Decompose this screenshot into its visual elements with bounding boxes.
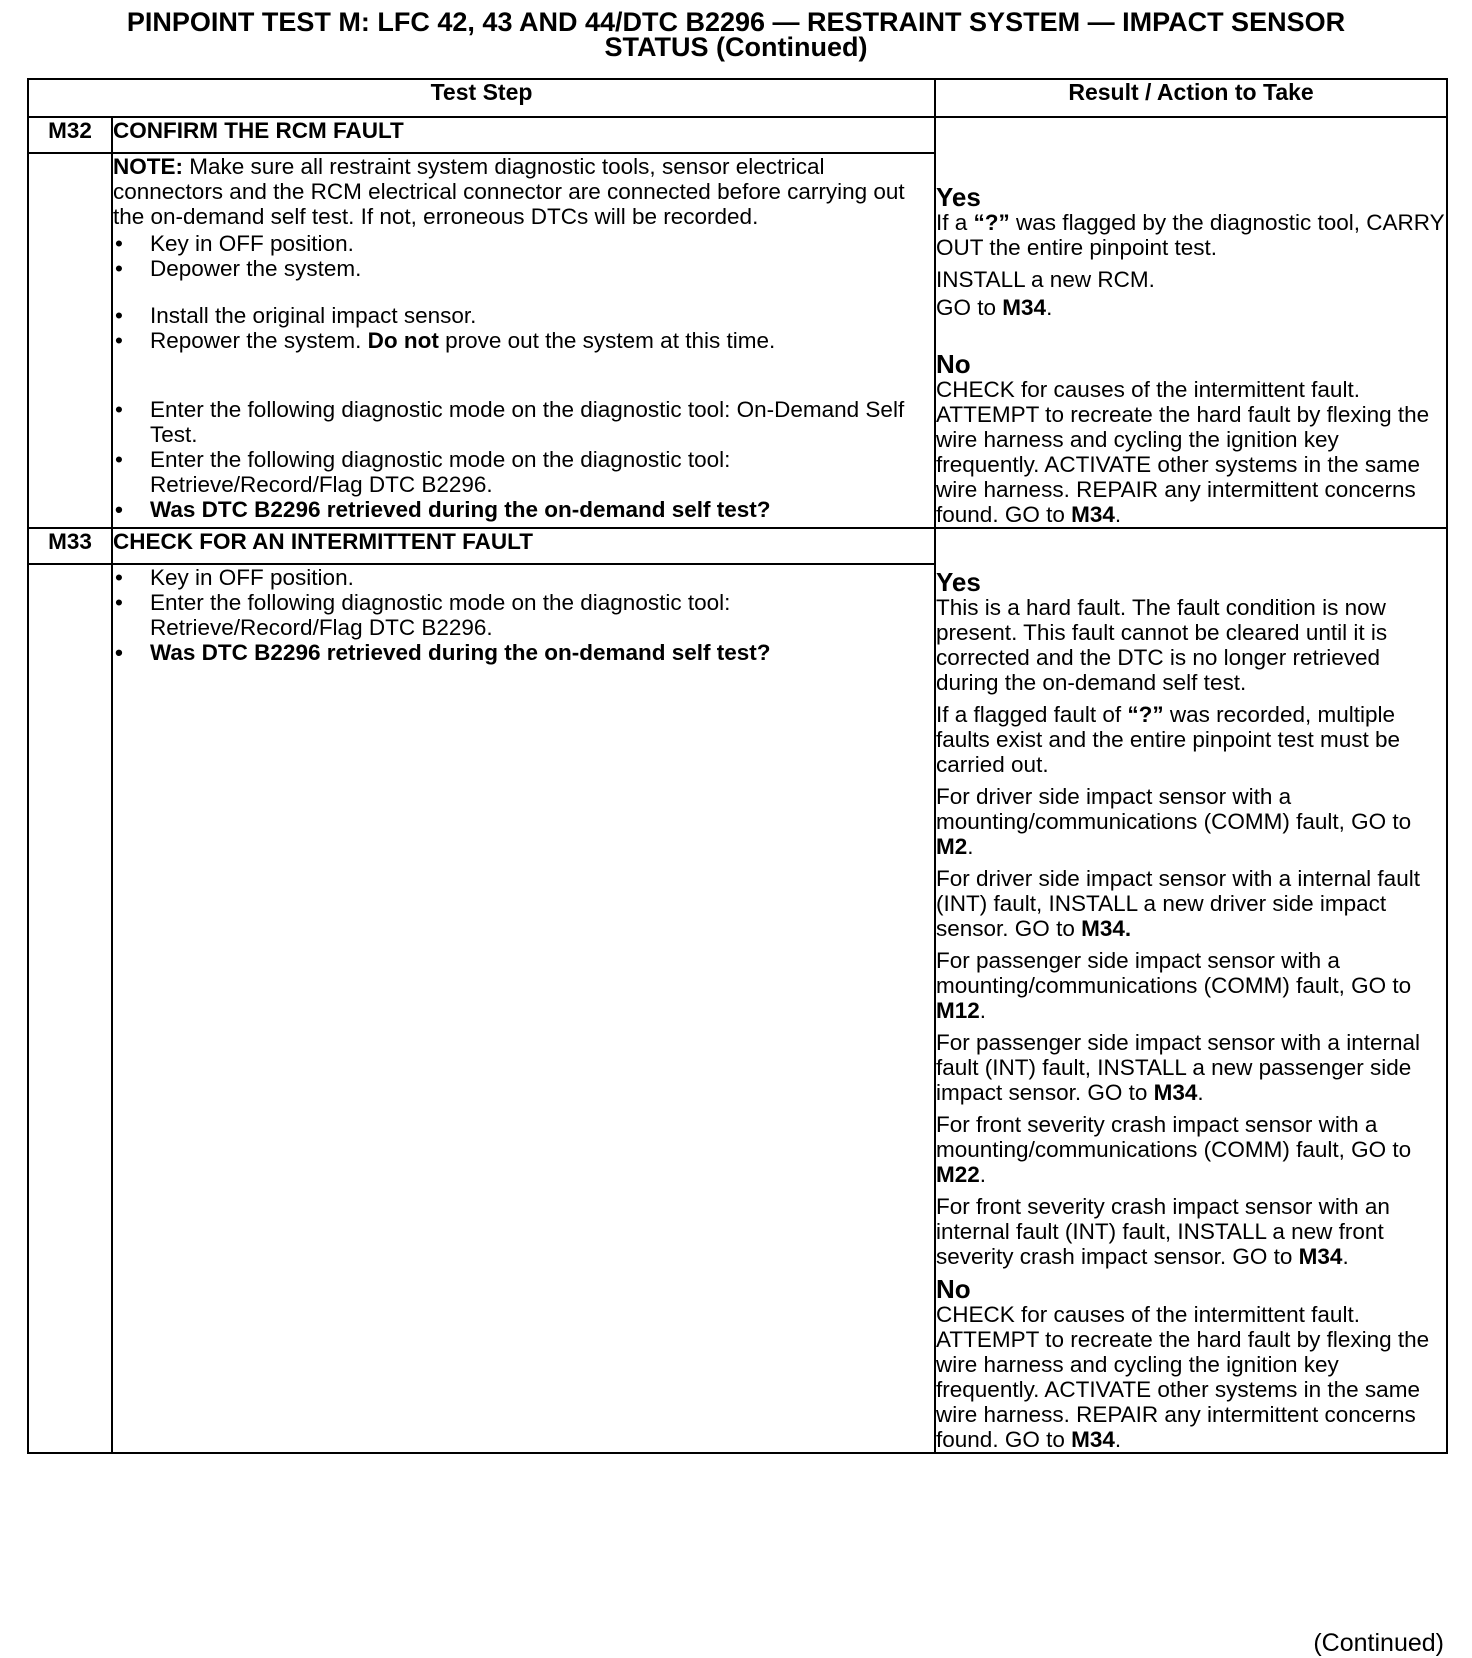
step-bullets [113,231,934,522]
list-item: • Enter the following diagnostic mode on the diagnostic tool: Retrieve/Record/Flag DTC B2296. [115,447,731,497]
result-cell-m33 [935,528,1447,1453]
step-body-m33 [112,564,935,1453]
continued-label: (Continued) [1313,1629,1444,1657]
result-paragraph: GO to M34. [936,295,1053,320]
list-item: • Key in OFF position. [115,231,354,256]
list-item: • Repower the system. Do not prove out the system at this time. [115,328,776,353]
result-paragraph: For passenger side impact sensor with a mounting/communications (COMM) fault, GO to M12. [936,948,1412,1023]
list-item: • Install the original impact sensor. [115,303,477,328]
step-bullets [113,565,934,665]
result-paragraph: CHECK for causes of the intermittent fault. ATTEMPT to recreate the hard fault by flexing the wire harness and cycling the ignition key frequently. ACTIVATE other systems in the same wire harness. REPAIR any intermittent concerns found. GO to M34. [936,1302,1430,1452]
step-title-m33: CHECK FOR AN INTERMITTENT FAULT [112,528,935,564]
result-paragraph: This is a hard fault. The fault condition is now present. This fault cannot be cleared until it is corrected and the DTC is no longer retrieved during the on-demand self test. [936,595,1388,695]
yes-label: Yes [936,567,981,597]
step-body-m32 [112,153,935,528]
list-item: • Was DTC B2296 retrieved during the on-demand self test? [115,497,771,522]
no-label: No [936,349,971,379]
test-step-header: Test Step [28,79,935,117]
note-paragraph: NOTE: Make sure all restraint system diagnostic tools, sensor electrical connectors and the RCM electrical connector are connected before carrying out the on-demand self test. If not, erroneous DTCs will be recorded. [113,154,905,229]
list-item: • Depower the system. [115,256,362,281]
step-id-m33: M33 [28,528,112,564]
page-title [0,7,1472,62]
result-paragraph: INSTALL a new RCM. [936,267,1155,292]
result-paragraph: For driver side impact sensor with a mounting/communications (COMM) fault, GO to M2. [936,784,1412,859]
pinpoint-test-table [27,78,1448,1454]
result-cell-m32 [935,117,1447,528]
list-item: • Enter the following diagnostic mode on the diagnostic tool: On-Demand Self Test. [115,397,905,447]
step-title-m32: CONFIRM THE RCM FAULT [112,117,935,153]
step-id-m32: M32 [28,117,112,153]
result-header: Result / Action to Take [935,79,1447,117]
step-title-row [28,117,1447,153]
list-item: • Enter the following diagnostic mode on the diagnostic tool: Retrieve/Record/Flag DTC B2296. [115,590,731,640]
result-paragraph: For front severity crash impact sensor with an internal fault (INT) fault, INSTALL a new front severity crash impact sensor. GO to M34. [936,1194,1390,1269]
table-header-row [28,79,1447,117]
yes-label: Yes [936,182,981,212]
result-paragraph: If a “?” was flagged by the diagnostic tool, CARRY OUT the entire pinpoint test. [936,210,1445,260]
result-paragraph: For driver side impact sensor with a internal fault (INT) fault, INSTALL a new driver side impact sensor. GO to M34. [936,866,1420,941]
result-paragraph: CHECK for causes of the intermittent fault. ATTEMPT to recreate the hard fault by flexing the wire harness and cycling the ignition key frequently. ACTIVATE other systems in the same wire harness. REPAIR any intermittent concerns found. GO to M34. [936,377,1430,527]
no-label: No [936,1274,971,1304]
list-item: • Key in OFF position. [115,565,354,590]
page-title-line2: STATUS (Continued) [604,32,868,62]
page-title-line1: PINPOINT TEST M: LFC 42, 43 AND 44/DTC B2296 — RESTRAINT SYSTEM — IMPACT SENSOR [126,7,1346,37]
step-title-row [28,528,1447,564]
result-paragraph: If a flagged fault of “?” was recorded, multiple faults exist and the entire pinpoint test must be carried out. [936,702,1401,777]
result-paragraph: For front severity crash impact sensor with a mounting/communications (COMM) fault, GO to M22. [936,1112,1412,1187]
list-item: • Was DTC B2296 retrieved during the on-demand self test? [115,640,771,665]
result-paragraph: For passenger side impact sensor with a internal fault (INT) fault, INSTALL a new passenger side impact sensor. GO to M34. [936,1030,1420,1105]
